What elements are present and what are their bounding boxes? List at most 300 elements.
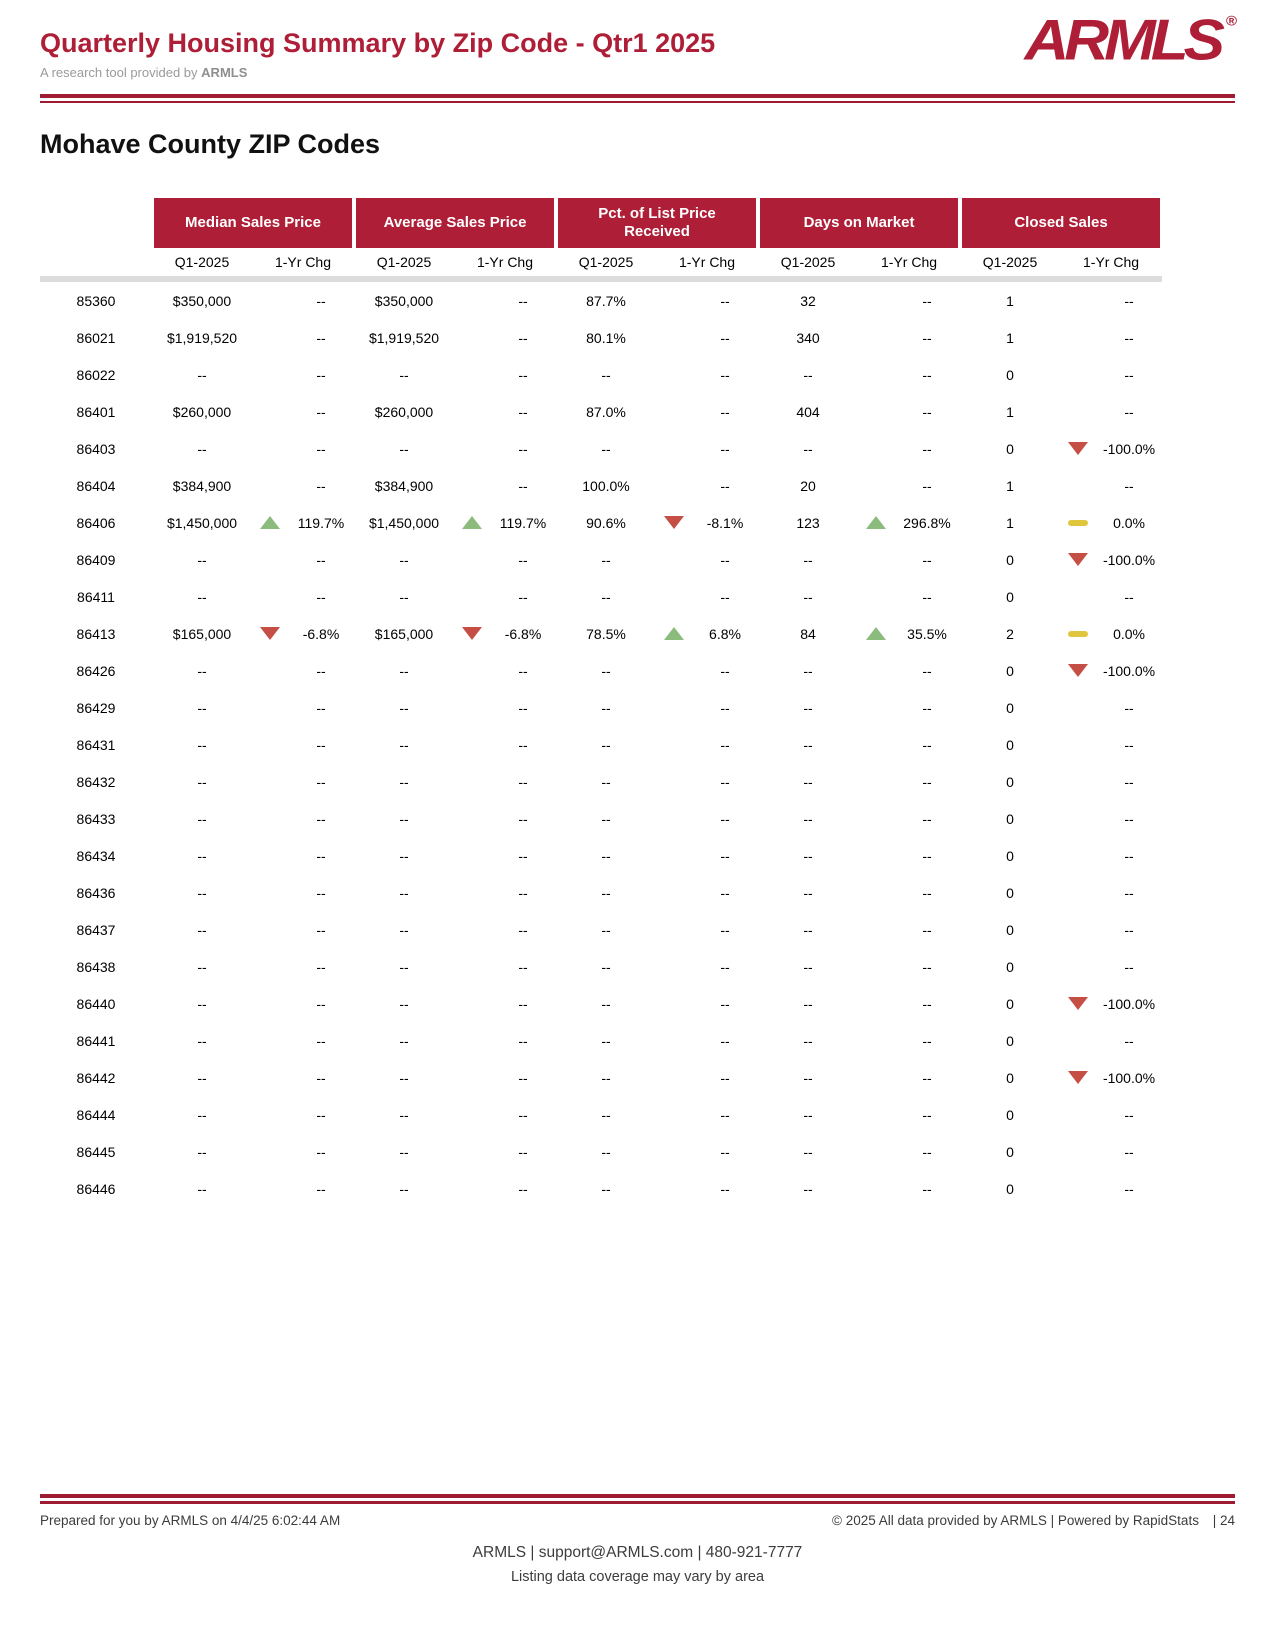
value-cell: -- xyxy=(803,736,813,753)
change-value: 0.0% xyxy=(1113,514,1145,531)
triangle-down-icon xyxy=(462,627,482,640)
value-cell: 100.0% xyxy=(582,477,630,494)
change-cell xyxy=(1060,800,1162,837)
change-cell xyxy=(252,1096,354,1133)
change-value: -100.0% xyxy=(1102,551,1156,568)
report-title: Quarterly Housing Summary by Zip Code - Qtr1 2025 xyxy=(40,28,716,58)
value-cell: 0 xyxy=(1006,958,1014,975)
change-value: -- xyxy=(1124,736,1134,753)
value-cell: -- xyxy=(803,884,813,901)
zip-summary-table xyxy=(40,198,1162,1207)
change-cell xyxy=(858,985,960,1022)
value-cell: -- xyxy=(399,958,409,975)
footer-page-number: | 24 xyxy=(1212,1513,1235,1528)
value-cell: 1 xyxy=(1006,292,1014,309)
value-cell: 84 xyxy=(800,625,816,642)
change-cell xyxy=(656,911,758,948)
change-value: -- xyxy=(316,884,326,901)
change-value: -- xyxy=(922,699,932,716)
zip-code-cell: 86401 xyxy=(76,403,116,420)
change-value: -- xyxy=(720,588,730,605)
change-value: -- xyxy=(316,995,326,1012)
change-value: 6.8% xyxy=(709,625,741,642)
change-value: -- xyxy=(518,810,528,827)
subheader-q1-2025: Q1-2025 xyxy=(556,248,656,282)
header-divider xyxy=(40,94,1235,103)
change-value: -- xyxy=(518,1069,528,1086)
change-value: -- xyxy=(518,847,528,864)
value-cell: -- xyxy=(399,588,409,605)
change-cell xyxy=(858,578,960,615)
change-cell xyxy=(252,800,354,837)
change-cell xyxy=(858,726,960,763)
table-row xyxy=(40,578,1162,615)
change-value: -- xyxy=(922,1032,932,1049)
change-value: -- xyxy=(1124,292,1134,309)
zip-code-cell: 86404 xyxy=(76,477,116,494)
change-cell xyxy=(1060,689,1162,726)
change-value: -- xyxy=(316,773,326,790)
value-cell: -- xyxy=(399,847,409,864)
change-value: -- xyxy=(1124,1143,1134,1160)
change-cell xyxy=(252,837,354,874)
subheader-1yr-chg: 1-Yr Chg xyxy=(1060,248,1162,282)
zip-code-cell: 86446 xyxy=(76,1180,116,1197)
value-cell: 0 xyxy=(1006,847,1014,864)
value-cell: -- xyxy=(601,958,611,975)
change-value: -6.8% xyxy=(302,625,340,642)
change-value: -- xyxy=(316,958,326,975)
change-value: -- xyxy=(518,1106,528,1123)
change-cell xyxy=(858,1059,960,1096)
change-cell xyxy=(858,356,960,393)
change-value: -- xyxy=(922,958,932,975)
change-cell xyxy=(252,1059,354,1096)
change-cell xyxy=(252,985,354,1022)
change-cell xyxy=(454,948,556,985)
value-cell: -- xyxy=(803,662,813,679)
value-cell: -- xyxy=(197,366,207,383)
change-value: -- xyxy=(720,921,730,938)
value-cell: 87.7% xyxy=(586,292,626,309)
change-cell xyxy=(1060,1096,1162,1133)
change-cell xyxy=(252,726,354,763)
change-cell xyxy=(454,1096,556,1133)
change-value: -8.1% xyxy=(706,514,744,531)
value-cell: -- xyxy=(399,1143,409,1160)
change-cell xyxy=(858,282,960,319)
change-value: -- xyxy=(922,736,932,753)
change-value: -- xyxy=(720,736,730,753)
change-value: -- xyxy=(316,699,326,716)
value-cell: $1,919,520 xyxy=(368,329,440,346)
table-row xyxy=(40,1096,1162,1133)
value-cell: -- xyxy=(197,810,207,827)
change-value: -- xyxy=(518,884,528,901)
change-cell xyxy=(252,356,354,393)
value-cell: 0 xyxy=(1006,588,1014,605)
triangle-down-icon xyxy=(1068,997,1088,1010)
change-value: -- xyxy=(1124,588,1134,605)
change-cell xyxy=(454,911,556,948)
change-value: -- xyxy=(518,477,528,494)
subheader-blank xyxy=(40,248,152,282)
value-cell: -- xyxy=(399,810,409,827)
value-cell: -- xyxy=(601,773,611,790)
value-cell: -- xyxy=(197,1069,207,1086)
footer-meta-row xyxy=(40,1513,1235,1528)
change-cell xyxy=(1060,356,1162,393)
zip-code-cell: 86409 xyxy=(76,551,116,568)
change-cell xyxy=(252,1022,354,1059)
divider-thin-line xyxy=(40,101,1235,103)
change-value: -- xyxy=(720,403,730,420)
change-cell xyxy=(858,1133,960,1170)
table-row xyxy=(40,837,1162,874)
change-value: -100.0% xyxy=(1102,440,1156,457)
zip-code-cell: 86426 xyxy=(76,662,116,679)
change-cell xyxy=(454,319,556,356)
change-cell xyxy=(858,1022,960,1059)
change-value: -- xyxy=(1124,958,1134,975)
change-cell xyxy=(252,578,354,615)
dash-flat-icon xyxy=(1068,520,1088,526)
group-header-5: Closed Sales xyxy=(960,198,1162,248)
armls-logo xyxy=(1024,8,1237,73)
change-value: -- xyxy=(316,440,326,457)
table-row xyxy=(40,689,1162,726)
value-cell: 0 xyxy=(1006,1180,1014,1197)
footer-coverage-text: Listing data coverage may vary by area xyxy=(510,1569,765,1585)
value-cell: -- xyxy=(399,366,409,383)
change-value: -6.8% xyxy=(504,625,542,642)
value-cell: -- xyxy=(399,921,409,938)
change-value: 0.0% xyxy=(1113,625,1145,642)
zip-code-cell: 86431 xyxy=(76,736,116,753)
table-row xyxy=(40,541,1162,578)
change-cell xyxy=(252,282,354,319)
footer-prepared-text: Prepared for you by ARMLS on 4/4/25 6:02:44 AM xyxy=(40,1513,341,1528)
change-cell xyxy=(656,763,758,800)
change-value: -- xyxy=(922,773,932,790)
zip-code-cell: 86442 xyxy=(76,1069,116,1086)
triangle-up-icon xyxy=(260,516,280,529)
change-cell xyxy=(656,615,758,652)
group-header-1: Median Sales Price xyxy=(152,198,354,248)
change-cell xyxy=(1060,1059,1162,1096)
change-value: -- xyxy=(720,292,730,309)
table-row xyxy=(40,800,1162,837)
change-cell xyxy=(454,430,556,467)
change-cell xyxy=(252,467,354,504)
change-cell xyxy=(858,1170,960,1207)
subtitle-text: A research tool provided by xyxy=(40,65,198,80)
table-row xyxy=(40,504,1162,541)
change-cell xyxy=(656,1133,758,1170)
value-cell: 90.6% xyxy=(586,514,626,531)
change-cell xyxy=(252,763,354,800)
value-cell: 0 xyxy=(1006,440,1014,457)
value-cell: -- xyxy=(197,736,207,753)
table-row xyxy=(40,726,1162,763)
zip-code-cell: 86444 xyxy=(76,1106,116,1123)
change-value: -- xyxy=(1124,366,1134,383)
zip-code-cell: 86436 xyxy=(76,884,116,901)
change-cell xyxy=(454,689,556,726)
table-row xyxy=(40,356,1162,393)
table-row xyxy=(40,430,1162,467)
group-header-4: Days on Market xyxy=(758,198,960,248)
value-cell: -- xyxy=(197,773,207,790)
change-cell xyxy=(656,319,758,356)
change-cell xyxy=(1060,726,1162,763)
value-cell: -- xyxy=(601,1032,611,1049)
change-value: -- xyxy=(1124,329,1134,346)
change-value: -- xyxy=(1124,810,1134,827)
change-cell xyxy=(1060,837,1162,874)
value-cell: -- xyxy=(197,958,207,975)
change-cell xyxy=(1060,1170,1162,1207)
zip-code-cell: 86406 xyxy=(76,514,116,531)
footer-copyright-text: © 2025 All data provided by ARMLS | Powered by RapidStats xyxy=(832,1513,1199,1528)
change-cell xyxy=(858,800,960,837)
dash-flat-icon xyxy=(1068,631,1088,637)
change-value: -- xyxy=(518,1032,528,1049)
value-cell: $260,000 xyxy=(172,403,232,420)
change-cell xyxy=(656,467,758,504)
change-value: -- xyxy=(518,551,528,568)
change-cell xyxy=(454,837,556,874)
change-value: -- xyxy=(922,847,932,864)
value-cell: 0 xyxy=(1006,1143,1014,1160)
zip-code-cell: 86437 xyxy=(76,921,116,938)
change-value: -- xyxy=(922,662,932,679)
change-value: -- xyxy=(720,440,730,457)
value-cell: -- xyxy=(399,551,409,568)
change-value: -- xyxy=(1124,1106,1134,1123)
table-row xyxy=(40,948,1162,985)
subheader-q1-2025: Q1-2025 xyxy=(354,248,454,282)
change-cell xyxy=(858,430,960,467)
report-header xyxy=(0,0,1275,80)
change-value: -- xyxy=(316,921,326,938)
change-value: -- xyxy=(1124,773,1134,790)
change-cell xyxy=(252,1133,354,1170)
zip-code-cell: 86433 xyxy=(76,810,116,827)
change-cell xyxy=(858,319,960,356)
change-value: -100.0% xyxy=(1102,1069,1156,1086)
value-cell: -- xyxy=(399,1032,409,1049)
change-value: -- xyxy=(922,366,932,383)
section-title: Mohave County ZIP Codes xyxy=(40,129,381,159)
change-value: -- xyxy=(922,1180,932,1197)
change-value: -- xyxy=(922,477,932,494)
change-cell xyxy=(252,615,354,652)
value-cell: -- xyxy=(399,440,409,457)
value-cell: -- xyxy=(803,1106,813,1123)
change-cell xyxy=(656,393,758,430)
change-value: -- xyxy=(922,1143,932,1160)
change-cell xyxy=(656,985,758,1022)
subheader-1yr-chg: 1-Yr Chg xyxy=(252,248,354,282)
footer-contact-text: ARMLS | support@ARMLS.com | 480-921-7777 xyxy=(472,1544,803,1561)
change-cell xyxy=(656,578,758,615)
value-cell: -- xyxy=(601,921,611,938)
table-row xyxy=(40,985,1162,1022)
change-cell xyxy=(1060,541,1162,578)
change-cell xyxy=(252,430,354,467)
value-cell: 340 xyxy=(796,329,820,346)
value-cell: 1 xyxy=(1006,403,1014,420)
zip-code-cell: 86021 xyxy=(76,329,116,346)
change-cell xyxy=(454,541,556,578)
change-cell xyxy=(858,615,960,652)
value-cell: -- xyxy=(197,1106,207,1123)
change-cell xyxy=(454,578,556,615)
change-cell xyxy=(858,763,960,800)
zip-code-cell: 86429 xyxy=(76,699,116,716)
change-value: -- xyxy=(518,662,528,679)
change-cell xyxy=(252,541,354,578)
table-row xyxy=(40,467,1162,504)
change-cell xyxy=(1060,763,1162,800)
value-cell: 1 xyxy=(1006,514,1014,531)
value-cell: 0 xyxy=(1006,366,1014,383)
change-cell xyxy=(454,726,556,763)
footer-divider xyxy=(40,1494,1235,1504)
value-cell: 0 xyxy=(1006,810,1014,827)
table-row xyxy=(40,1133,1162,1170)
change-cell xyxy=(858,948,960,985)
group-header-2: Average Sales Price xyxy=(354,198,556,248)
change-value: -- xyxy=(720,1180,730,1197)
change-cell xyxy=(656,874,758,911)
triangle-up-icon xyxy=(866,627,886,640)
value-cell: -- xyxy=(601,1069,611,1086)
table-wrap xyxy=(40,198,1235,1207)
table-row xyxy=(40,1059,1162,1096)
change-value: -- xyxy=(1124,1032,1134,1049)
value-cell: -- xyxy=(601,551,611,568)
value-cell: 404 xyxy=(796,403,820,420)
zip-code-cell: 85360 xyxy=(76,292,116,309)
change-value: -- xyxy=(316,1106,326,1123)
change-value: -- xyxy=(518,588,528,605)
zip-code-cell: 86445 xyxy=(76,1143,116,1160)
value-cell: -- xyxy=(197,921,207,938)
triangle-down-icon xyxy=(1068,553,1088,566)
change-value: -- xyxy=(922,1069,932,1086)
change-cell xyxy=(454,504,556,541)
value-cell: -- xyxy=(399,1180,409,1197)
change-value: -- xyxy=(720,773,730,790)
change-cell xyxy=(1060,985,1162,1022)
change-value: -- xyxy=(922,884,932,901)
change-cell xyxy=(656,837,758,874)
subheader-1yr-chg: 1-Yr Chg xyxy=(858,248,960,282)
change-cell xyxy=(858,874,960,911)
value-cell: -- xyxy=(197,440,207,457)
table-row xyxy=(40,874,1162,911)
change-value: -- xyxy=(1124,699,1134,716)
value-cell: -- xyxy=(399,662,409,679)
value-cell: -- xyxy=(803,958,813,975)
change-cell xyxy=(656,541,758,578)
change-cell xyxy=(1060,652,1162,689)
value-cell: -- xyxy=(197,588,207,605)
triangle-down-icon xyxy=(260,627,280,640)
change-cell xyxy=(252,911,354,948)
value-cell: 2 xyxy=(1006,625,1014,642)
triangle-down-icon xyxy=(1068,442,1088,455)
change-value: -- xyxy=(922,403,932,420)
change-value: -- xyxy=(316,588,326,605)
change-value: -- xyxy=(1124,884,1134,901)
subheader-q1-2025: Q1-2025 xyxy=(758,248,858,282)
change-cell xyxy=(454,985,556,1022)
triangle-down-icon xyxy=(1068,1071,1088,1084)
value-cell: 0 xyxy=(1006,551,1014,568)
change-cell xyxy=(454,800,556,837)
change-cell xyxy=(656,948,758,985)
value-cell: -- xyxy=(601,440,611,457)
value-cell: 87.0% xyxy=(586,403,626,420)
change-value: -- xyxy=(316,477,326,494)
change-value: -- xyxy=(316,810,326,827)
change-value: -- xyxy=(316,1143,326,1160)
change-value: -- xyxy=(720,662,730,679)
change-value: -- xyxy=(518,292,528,309)
value-cell: -- xyxy=(197,551,207,568)
change-cell xyxy=(454,1133,556,1170)
change-cell xyxy=(656,689,758,726)
change-cell xyxy=(656,282,758,319)
value-cell: -- xyxy=(803,1032,813,1049)
value-cell: $1,919,520 xyxy=(166,329,238,346)
change-cell xyxy=(858,393,960,430)
change-cell xyxy=(1060,319,1162,356)
change-cell xyxy=(656,800,758,837)
table-row xyxy=(40,763,1162,800)
change-cell xyxy=(454,874,556,911)
value-cell: -- xyxy=(197,699,207,716)
zip-column-head xyxy=(40,198,152,248)
value-cell: -- xyxy=(601,662,611,679)
table-row xyxy=(40,652,1162,689)
value-cell: -- xyxy=(197,884,207,901)
value-cell: 123 xyxy=(796,514,820,531)
value-cell: -- xyxy=(601,1180,611,1197)
zip-code-cell: 86441 xyxy=(76,1032,116,1049)
change-cell xyxy=(1060,504,1162,541)
change-value: -- xyxy=(518,440,528,457)
value-cell: 0 xyxy=(1006,1069,1014,1086)
triangle-up-icon xyxy=(462,516,482,529)
table-row xyxy=(40,615,1162,652)
change-value: -- xyxy=(316,736,326,753)
change-value: -- xyxy=(922,810,932,827)
change-value: -- xyxy=(720,477,730,494)
change-cell xyxy=(454,467,556,504)
change-cell xyxy=(858,911,960,948)
zip-code-cell: 86440 xyxy=(76,995,116,1012)
change-value: -- xyxy=(518,699,528,716)
change-value: -- xyxy=(720,958,730,975)
table-row xyxy=(40,319,1162,356)
change-value: -- xyxy=(518,995,528,1012)
value-cell: -- xyxy=(197,847,207,864)
change-cell xyxy=(1060,1133,1162,1170)
